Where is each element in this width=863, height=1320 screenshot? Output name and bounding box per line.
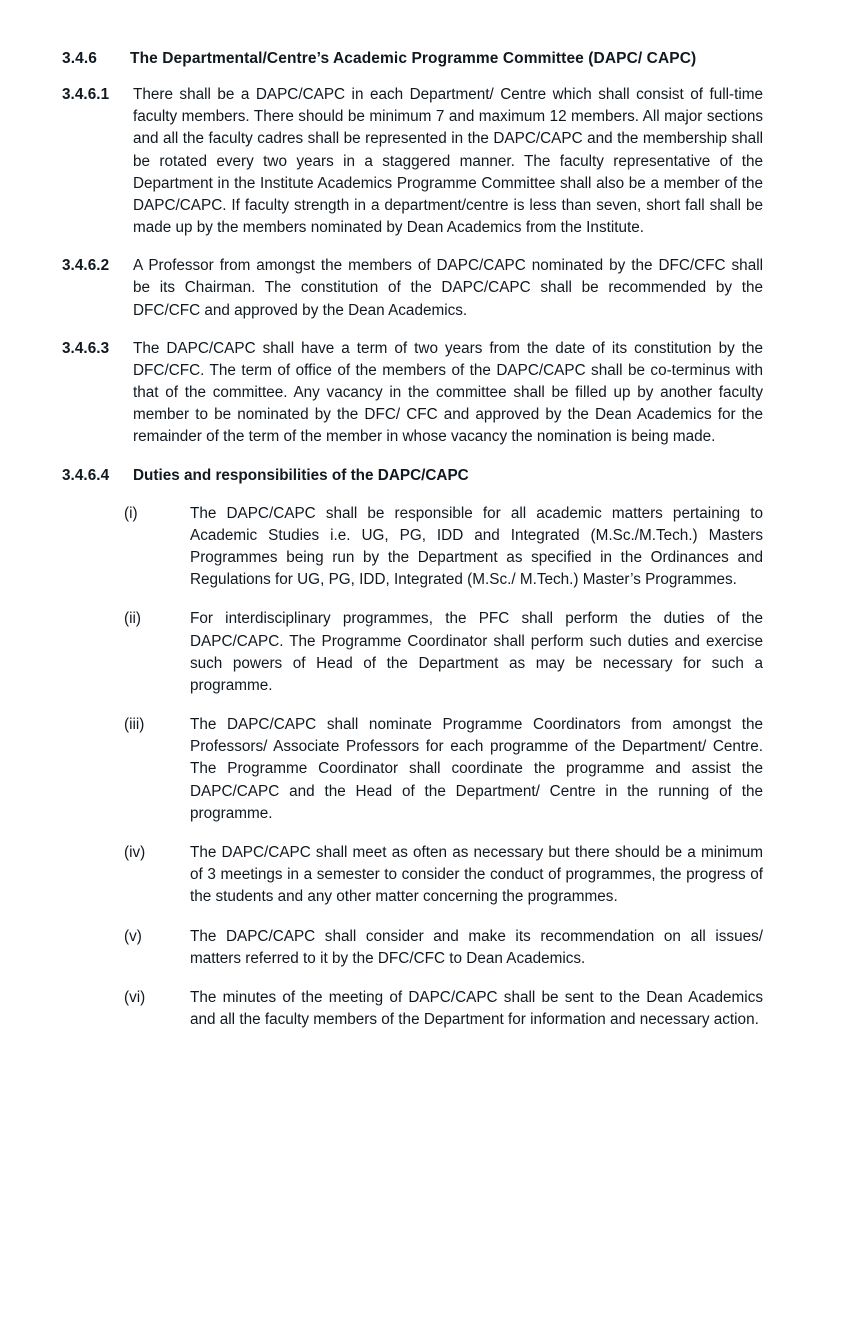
list-item bbox=[62, 608, 763, 697]
clause-text: Duties and responsibilities of the DAPC/CAPC bbox=[133, 466, 469, 484]
list-item bbox=[62, 714, 763, 825]
clause-text: There shall be a DAPC/CAPC in each Department/ Centre which shall consist of full-time faculty members. There should be minimum 7 and maximum 12 members. All major sections and all the faculty cadres shall be represented in the DAPC/CAPC and the membership shall be rotated every two years in a staggered manner. The faculty representative of the Department in the Institute Academics Programme Committee shall also be a member of the DAPC/CAPC. If faculty strength in a department/centre is less than seven, short fall shall be made up by the members nominated by Dean Academics from the Institute. bbox=[133, 86, 763, 237]
clause-number: 3.4.6.1 bbox=[62, 86, 110, 103]
list-item-text: The DAPC/CAPC shall consider and make its recommendation on all issues/ matters referred to it by the DFC/CFC to Dean Academics. bbox=[190, 927, 763, 967]
list-item-marker: (ii) bbox=[124, 610, 141, 628]
list-item-marker: (iv) bbox=[124, 843, 146, 861]
clause-number: 3.4.6.4 bbox=[62, 466, 110, 484]
list-item-text: For interdisciplinary programmes, the PFC shall perform the duties of the DAPC/CAPC. The Programme Coordinator shall perform such duties and exercise such powers of Head of the Department as may be necessary for such a programme. bbox=[190, 610, 763, 694]
clause-3-4-6-3 bbox=[62, 338, 763, 449]
clause-3-4-6-4 bbox=[62, 465, 763, 487]
list-item-text: The DAPC/CAPC shall meet as often as necessary but there should be a minimum of 3 meetings in a semester to consider the conduct of programmes, the progress of the students and any other matter concerning the programmes. bbox=[190, 843, 763, 906]
clause-text: The DAPC/CAPC shall have a term of two years from the date of its constitution by the DFC/CFC. The term of office of the members of the DAPC/CAPC shall be co-terminus with that of the committee. Any vacancy in the committee shall be filled up by another faculty member to be nominated by the DFC/ CFC and approved by the Dean Academics for the remainder of the term of the member in whose vacancy the nomination is being made. bbox=[133, 339, 763, 446]
list-item bbox=[62, 503, 763, 592]
clause-number: 3.4.6.3 bbox=[62, 339, 110, 357]
section-title: The Departmental/Centre’s Academic Programme Committee (DAPC/ CAPC) bbox=[130, 50, 697, 67]
list-item-text: The DAPC/CAPC shall nominate Programme Coordinators from amongst the Professors/ Associate Professors for each programme of the Department/ Centre. The Programme Coordinator shall coordinate the programme and assist the DAPC/CAPC and the Head of the Department/ Centre in the running of the programme. bbox=[190, 716, 763, 822]
duties-list bbox=[62, 503, 763, 1031]
clause-3-4-6-2 bbox=[62, 255, 763, 322]
section-heading bbox=[62, 48, 763, 70]
list-item-marker: (i) bbox=[124, 504, 138, 522]
list-item-marker: (vi) bbox=[124, 988, 146, 1006]
clause-3-4-6-1 bbox=[62, 84, 763, 239]
list-item-marker: (v) bbox=[124, 927, 142, 945]
list-item bbox=[62, 987, 763, 1031]
list-item-text: The minutes of the meeting of DAPC/CAPC shall be sent to the Dean Academics and all the faculty members of the Department for information and necessary action. bbox=[190, 988, 763, 1029]
list-item-text: The DAPC/CAPC shall be responsible for all academic matters pertaining to Academic Studies i.e. UG, PG, IDD and Integrated (M.Sc./M.Tech.) Masters Programmes being run by the Department as specified in the Ordinances and Regulations for UG, PG, IDD, Integrated (M.Sc./ M.Tech.) Master’s Programmes. bbox=[190, 504, 763, 589]
clause-number: 3.4.6.2 bbox=[62, 257, 110, 275]
list-item bbox=[62, 926, 763, 970]
clause-text: A Professor from amongst the members of DAPC/CAPC nominated by the DFC/CFC shall be its Chairman. The constitution of the DAPC/CAPC shall be recommended by the DFC/CFC and approved by the Dean Academics. bbox=[133, 257, 763, 319]
list-item bbox=[62, 842, 763, 909]
list-item-marker: (iii) bbox=[124, 716, 145, 734]
section-number: 3.4.6 bbox=[62, 50, 97, 67]
